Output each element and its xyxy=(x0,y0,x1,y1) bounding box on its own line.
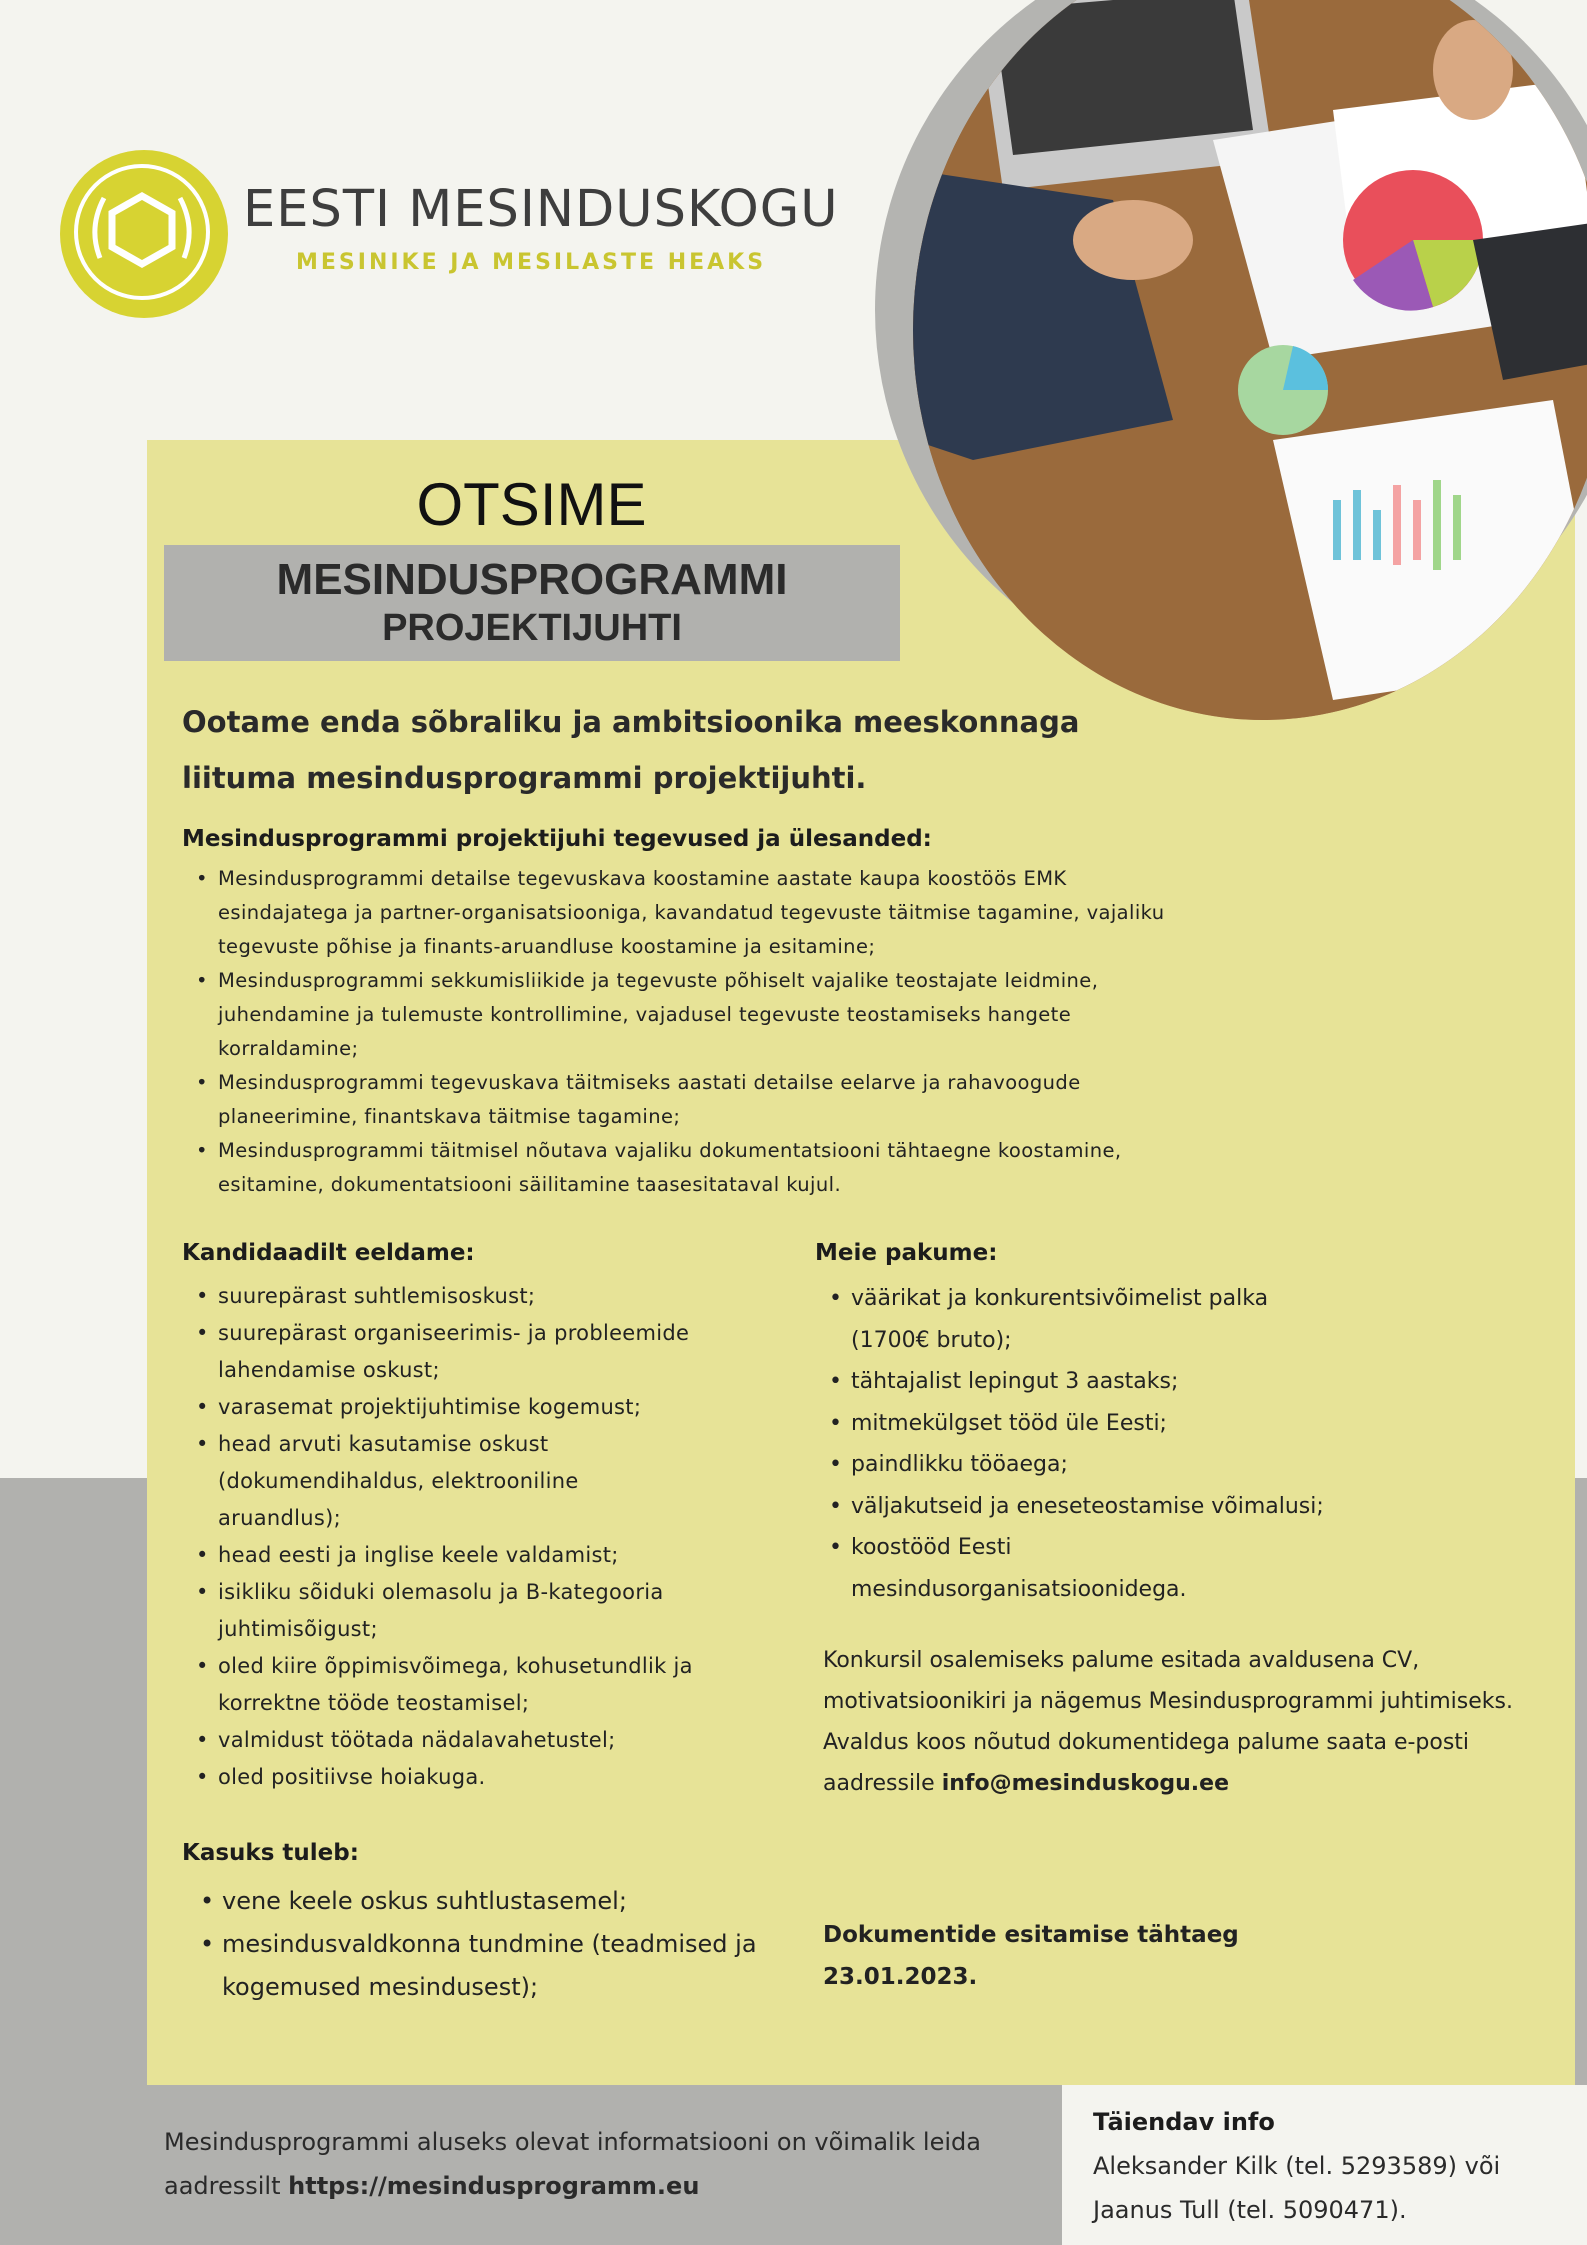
list-item: • Mesindusprogrammi detailse tegevuskava koostamine aastate kaupa koostöös EMK esindajatega ja partner-organisatsiooniga, kavandatud tegevuste täitmise tagamine, vajaliku tegevuste põhise ja finants-aruandluse koostamine ja esitamine; xyxy=(182,862,1182,964)
list-item: • head eesti ja inglise keele valdamist; xyxy=(182,1537,782,1574)
list-item: • väärikat ja konkurentsivõimelist palka (1700€ bruto); xyxy=(815,1278,1331,1361)
application-text: Konkursil osalemiseks palume esitada avaldusena CV, motivatsioonikiri ja nägemus Mesindusprogrammi juhtimiseks. xyxy=(823,1648,1513,1714)
list-item: • oled positiivse hoiakuga. xyxy=(182,1759,782,1796)
contact-line1: Aleksander Kilk (tel. 5293589) või xyxy=(1093,2152,1501,2180)
brand-subtitle: MESINIKE JA MESILASTE HEAKS xyxy=(296,250,767,275)
duties-list xyxy=(182,862,1182,1202)
list-item: • tähtajalist lepingut 3 aastaks; xyxy=(815,1361,1415,1403)
list-item: • head arvuti kasutamise oskust (dokumendihaldus, elektrooniline aruandlus); xyxy=(182,1426,638,1537)
list-item: • koostööd Eesti mesindusorganisatsioonidega. xyxy=(815,1527,1271,1610)
bonus-heading: Kasuks tuleb: xyxy=(182,1840,359,1866)
job-title-line1: MESINDUSPROGRAMMI xyxy=(276,555,788,604)
list-item: • varasemat projektijuhtimise kogemust; xyxy=(182,1389,782,1426)
list-item: • paindlikku tööaega; xyxy=(815,1444,1415,1486)
bonus-list xyxy=(186,1880,786,2009)
offer-heading: Meie pakume: xyxy=(815,1240,998,1266)
list-item: • Mesindusprogrammi täitmisel nõutava vajaliku dokumentatsiooni tähtaegne koostamine, esitamine, dokumentatsiooni säilitamine taasesitataval kujul. xyxy=(182,1134,1182,1202)
list-item: • väljakutseid ja eneseteostamise võimalusi; xyxy=(815,1486,1415,1528)
list-item: • Mesindusprogrammi sekkumisliikide ja tegevuste põhiselt vajalike teostajate leidmine, juhendamine ja tulemuste kontrollimine, vajadusel tegevuste teostamiseks hangete korraldamine; xyxy=(182,964,1182,1066)
application-send-text: Avaldus koos nõutud dokumentidega palume saata e-posti aadressile info@mesinduskogu.ee xyxy=(823,1730,1470,1796)
deadline-label: Dokumentide esitamise tähtaeg xyxy=(823,1922,1239,1948)
honeycomb-icon xyxy=(78,168,206,296)
list-item: • Mesindusprogrammi tegevuskava täitmiseks aastati detailse eelarve ja rahavoogude planeerimine, finantskava täitmise tagamine; xyxy=(182,1066,1182,1134)
brand-title: EESTI MESINDUSKOGU xyxy=(243,180,839,239)
duties-heading: Mesindusprogrammi projektijuhi tegevused ja ülesanded: xyxy=(182,826,932,852)
list-item: • mitmekülgset tööd üle Eesti; xyxy=(815,1403,1415,1445)
intro-text xyxy=(182,694,1182,806)
job-title-line2: PROJEKTIJUHTI xyxy=(382,607,682,649)
contact-line2: Jaanus Tull (tel. 5090471). xyxy=(1093,2196,1407,2224)
contact-title: Täiendav info xyxy=(1093,2108,1275,2136)
job-title-box xyxy=(164,545,900,661)
candidate-list xyxy=(182,1278,782,1796)
email-link[interactable]: info@mesinduskogu.ee xyxy=(941,1771,1230,1796)
website-link[interactable]: https://mesindusprogramm.eu xyxy=(288,2172,700,2200)
heading-otsime: OTSIME xyxy=(416,471,647,538)
list-item: • suurepärast organiseerimis- ja probleemide lahendamise oskust; xyxy=(182,1315,698,1389)
application-instructions xyxy=(823,1640,1543,1804)
intro-line2: liituma mesindusprogrammi projektijuhti. xyxy=(182,761,867,795)
list-item: • suurepärast suhtlemisoskust; xyxy=(182,1278,782,1315)
list-item: • mesindusvaldkonna tundmine (teadmised ja kogemused mesindusest); xyxy=(186,1923,782,2009)
deadline xyxy=(823,1914,1239,1998)
offer-list xyxy=(815,1278,1415,1610)
candidate-heading: Kandidaadilt eeldame: xyxy=(182,1240,475,1266)
brand-logo xyxy=(60,150,228,318)
list-item: • isikliku sõiduki olemasolu ja B-kategooria juhtimisõigust; xyxy=(182,1574,778,1648)
logo-ring xyxy=(74,164,210,300)
list-item: • vene keele oskus suhtlustasemel; xyxy=(186,1880,786,1923)
footer-contact xyxy=(1093,2100,1573,2232)
deadline-date: 23.01.2023. xyxy=(823,1964,978,1990)
intro-line1: Ootame enda sõbraliku ja ambitsioonika meeskonnaga xyxy=(182,705,1080,739)
list-item: • oled kiire õppimisvõimega, kohusetundlik ja korrektne tööde teostamisel; xyxy=(182,1648,778,1722)
footer-info-text: Mesindusprogrammi aluseks olevat informatsiooni on võimalik leida aadressilt xyxy=(164,2128,981,2200)
footer-info xyxy=(164,2120,1014,2208)
list-item: • valmidust töötada nädalavahetustel; xyxy=(182,1722,782,1759)
